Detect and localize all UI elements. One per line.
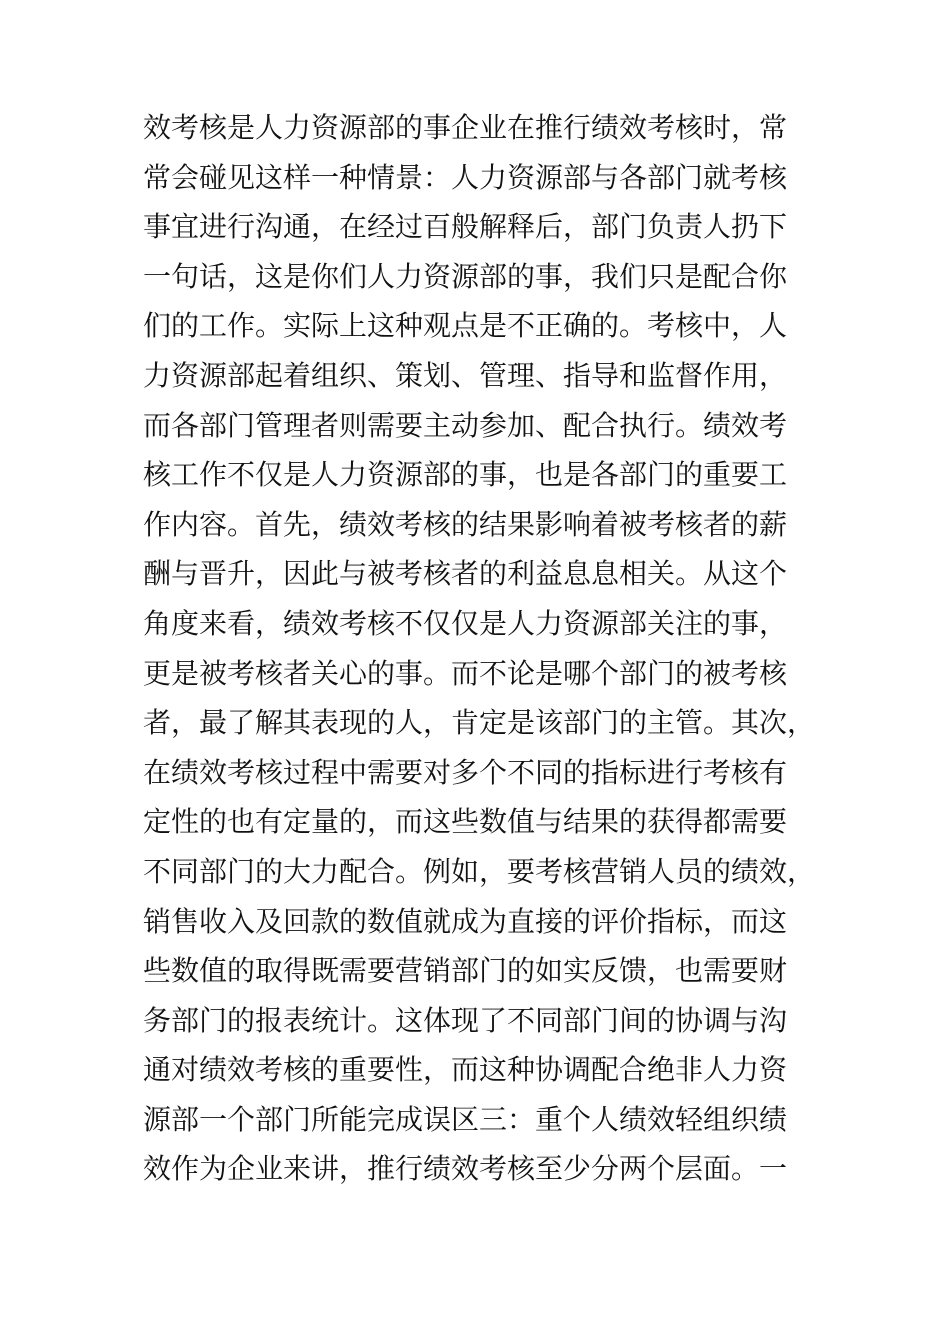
text-line-13: 者，最了解其表现的人，肯定是该部门的主管。其次， [143,706,816,740]
text-line-20: 通对绩效考核的重要性，而这种协调配合绝非人力资 [143,1053,788,1087]
text-line-6: 力资源部起着组织、策划、管理、指导和监督作用， [143,358,788,392]
text-line-10: 酬与晋升，因此与被考核者的利益息息相关。从这个 [143,557,788,591]
text-line-17: 销售收入及回款的数值就成为直接的评价指标，而这 [143,904,788,938]
text-line-16: 不同部门的大力配合。例如，要考核营销人员的绩效， [143,854,816,888]
text-line-3: 事宜进行沟通，在经过百般解释后，部门负责人扔下 [143,210,788,244]
text-line-7: 而各部门管理者则需要主动参加、配合执行。绩效考 [143,408,788,442]
text-line-19: 务部门的报表统计。这体现了不同部门间的协调与沟 [143,1003,788,1037]
text-line-18: 些数值的取得既需要营销部门的如实反馈，也需要财 [143,954,788,988]
text-line-21: 源部一个部门所能完成误区三：重个人绩效轻组织绩 [143,1102,788,1136]
text-line-22: 效作为企业来讲，推行绩效考核至少分两个层面。一 [143,1152,788,1186]
text-line-2: 常会碰见这样一种情景：人力资源部与各部门就考核 [143,160,788,194]
text-line-11: 角度来看，绩效考核不仅仅是人力资源部关注的事， [143,606,788,640]
text-line-5: 们的工作。实际上这种观点是不正确的。考核中，人 [143,309,788,343]
text-line-15: 定性的也有定量的，而这些数值与结果的获得都需要 [143,805,788,839]
body-paragraph [143,103,843,1194]
text-line-14: 在绩效考核过程中需要对多个不同的指标进行考核有 [143,755,788,789]
text-line-4: 一句话，这是你们人力资源部的事，我们只是配合你 [143,259,788,293]
text-line-1: 效考核是人力资源部的事企业在推行绩效考核时，常 [143,111,788,144]
text-line-12: 更是被考核者关心的事。而不论是哪个部门的被考核 [143,656,788,690]
text-line-8: 核工作不仅是人力资源部的事，也是各部门的重要工 [143,458,788,492]
text-line-9: 作内容。首先，绩效考核的结果影响着被考核者的薪 [143,507,788,541]
